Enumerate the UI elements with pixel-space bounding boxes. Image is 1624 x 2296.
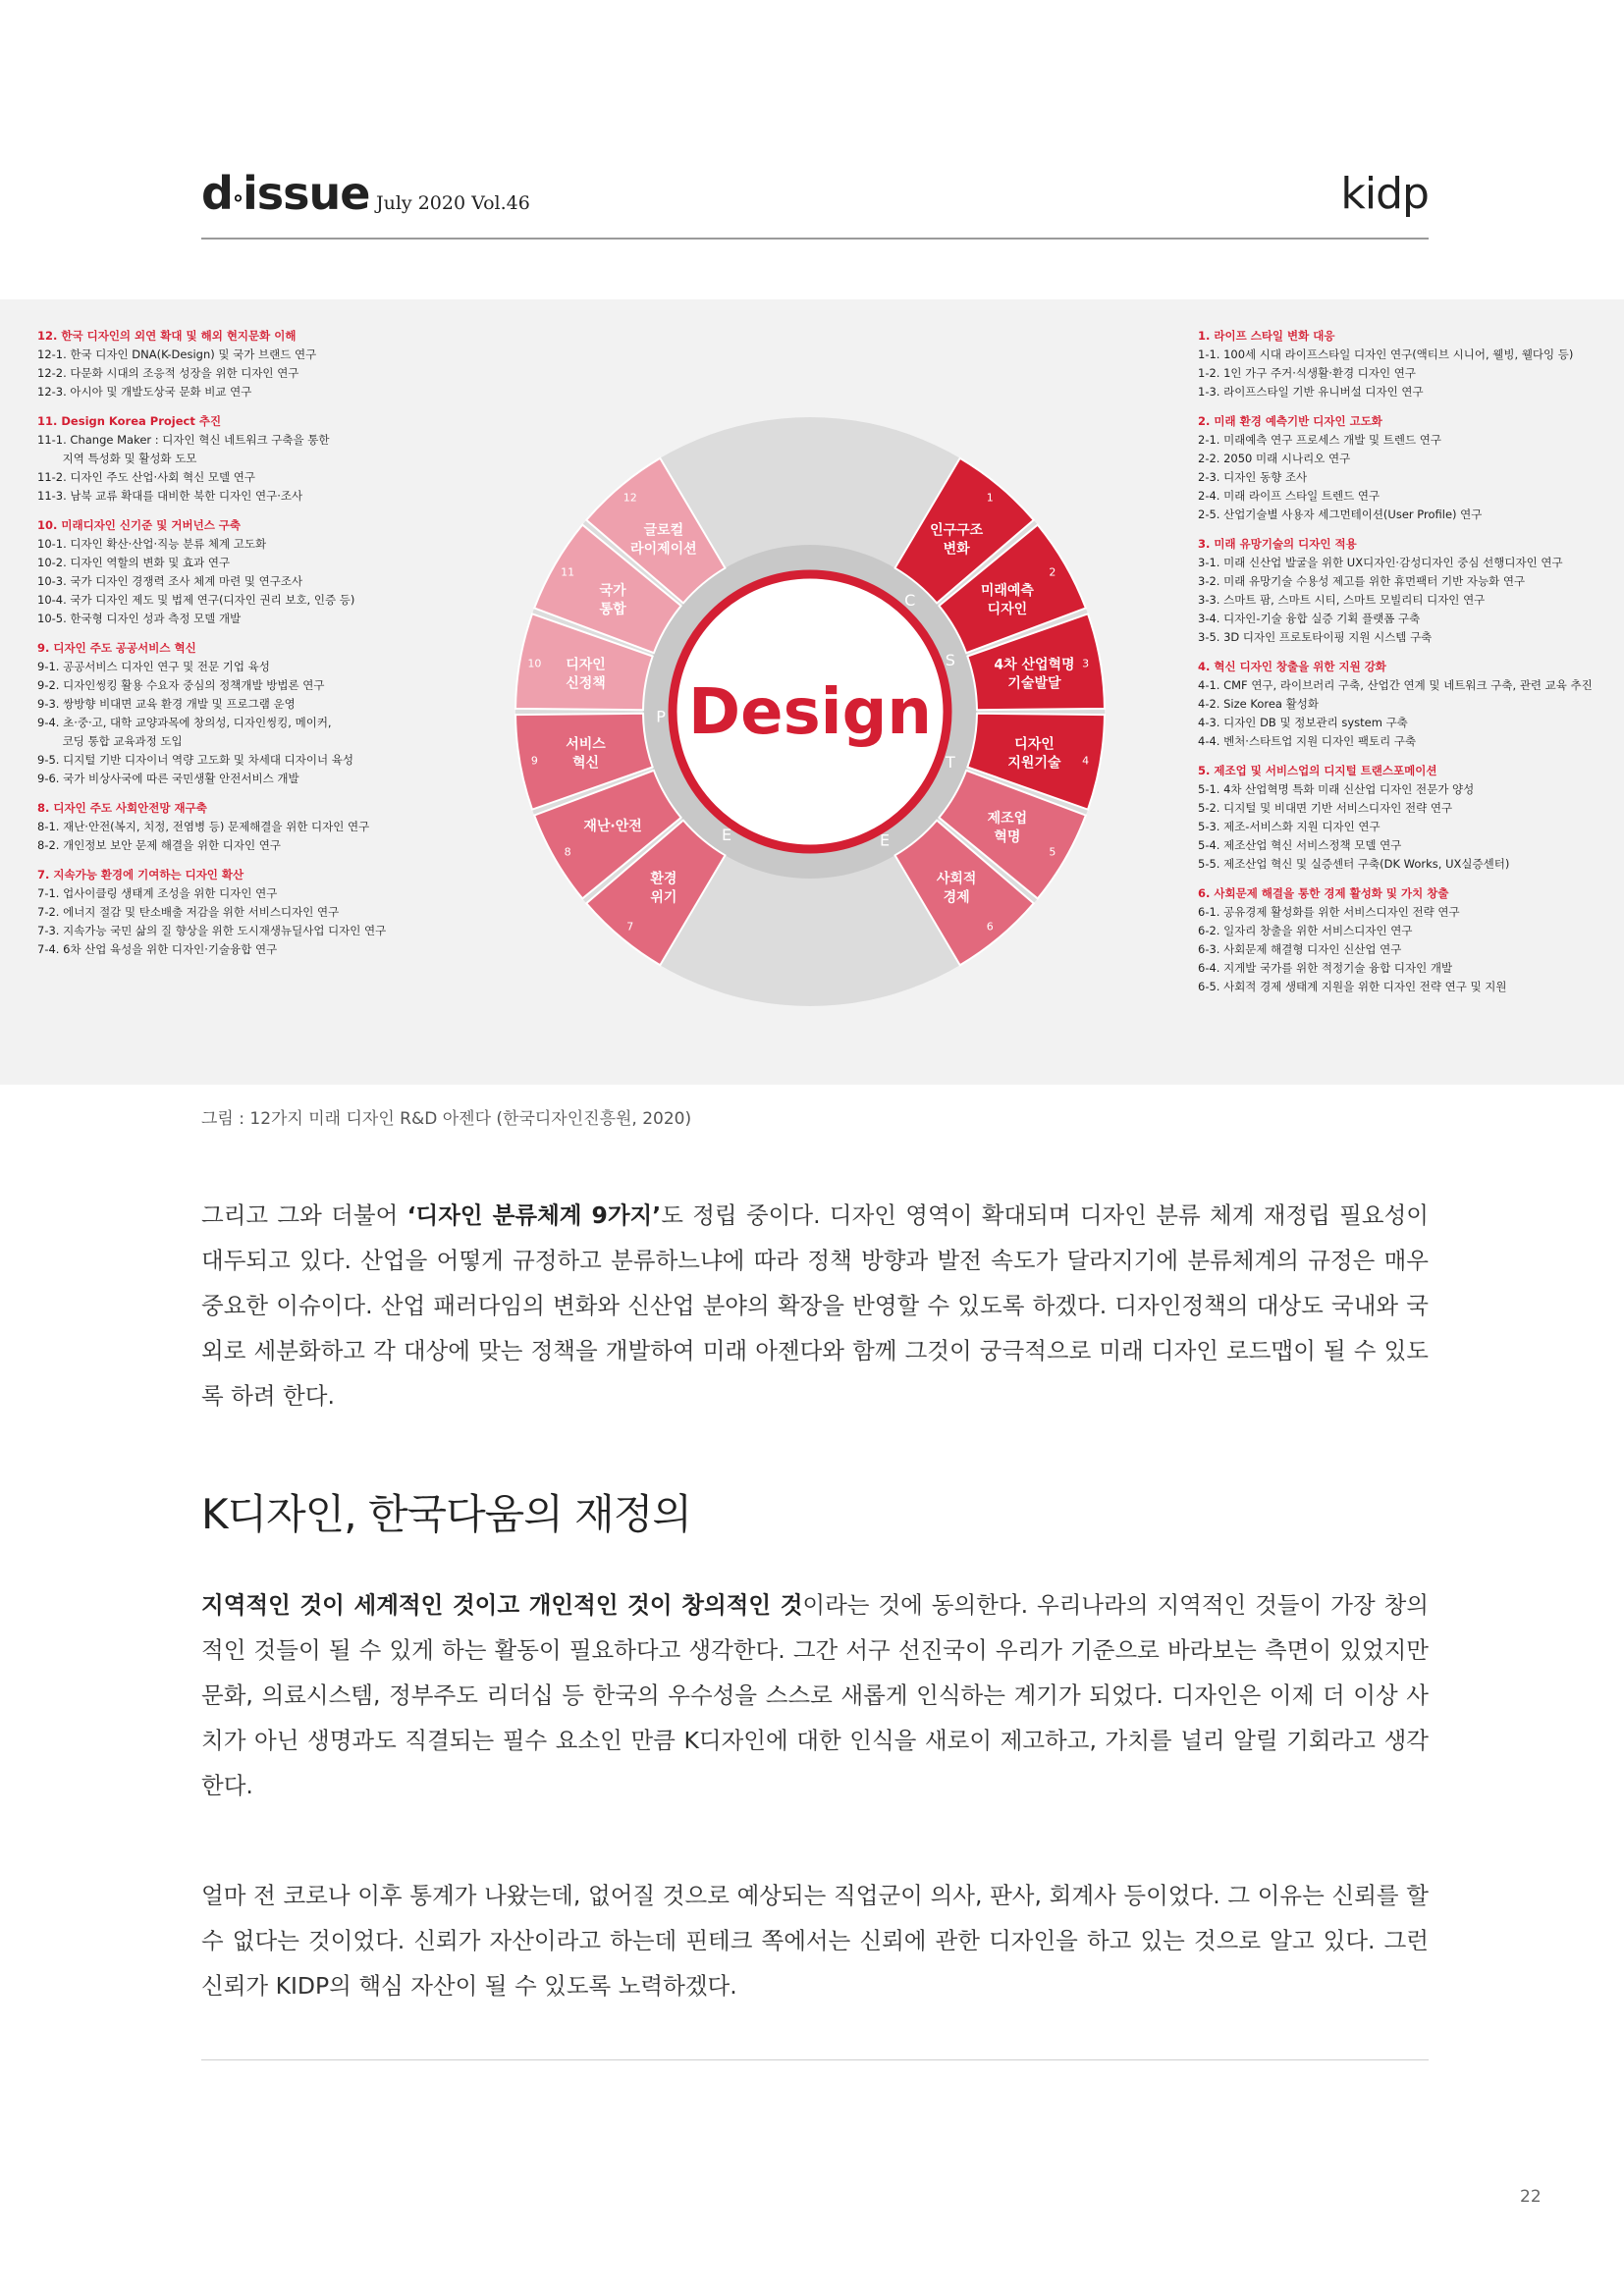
segment-number: 2 [1049, 565, 1056, 579]
p1-bold: ‘디자인 분류체계 9가지’ [406, 1201, 662, 1229]
paragraph-3: 얼마 전 코로나 이후 통계가 나왔는데, 없어질 것으로 예상되는 직업군이 의사, 판사, 회계사 등이었다. 그 이유는 신뢰를 할 수 없다는 것이었다. 신뢰가 자산이라고 하는데 핀테크 쪽에서는 신뢰에 관한 디자인을 하고 있는 것으로 알고 있다. 그런 신뢰가 KIDP의 핵심 자산이 될 수 있도록 노력하겠다. [201, 1882, 1429, 2000]
p2-text: 이라는 것에 동의한다. 우리나라의 지역적인 것들이 가장 창의적인 것들이 될 수 있게 하는 활동이 필요하다고 생각한다. 그간 서구 선진국이 우리가 기준으로 바라보는 측면이 있었지만 문화, 의료시스템, 정부주도 리더십 등 한국의 우수성을 스스로 새롭게 인식하는 계기가 되었다. 디자인은 이제 더 이상 사치가 아닌 생명과도 직결되는 필수 요소인 만큼 K디자인에 대한 인식을 새로이 제고하고, 가치를 널리 알릴 기회라고 생각한다. [201, 1591, 1429, 1799]
segment-number: 7 [626, 920, 634, 934]
agenda-group-title: 2. 미래 환경 예측기반 디자인 고도화 [1198, 414, 1382, 428]
segment-label: 미래예측 [980, 583, 1034, 599]
page-header [201, 167, 1429, 240]
agenda-item: 지역 특성화 및 활성화 도모 [37, 452, 197, 465]
page-number: 22 [1520, 2187, 1542, 2207]
segment-label: 위기 [650, 889, 677, 906]
agenda-item: 2-5. 산업기술별 사용자 세그먼테이션(User Profile) 연구 [1198, 507, 1483, 521]
segment-label: 환경 [650, 871, 677, 887]
segment-label: 디자인 [987, 602, 1028, 617]
footer-divider [201, 2059, 1429, 2060]
segment-label: 디자인 [1014, 736, 1055, 753]
agenda-item: 6-1. 공유경제 활성화를 위한 서비스디자인 전략 연구 [1198, 905, 1460, 919]
agenda-item: 6-3. 사회문제 해결형 디자인 신산업 연구 [1198, 942, 1402, 956]
agenda-item: 2-1. 미래예측 연구 프로세스 개발 및 트렌드 연구 [1198, 433, 1441, 447]
agenda-item: 11-1. Change Maker : 디자인 혁신 네트워크 구축을 통한 [37, 433, 330, 447]
segment-label: 4차 산업혁명 [994, 657, 1075, 673]
agenda-item: 3-2. 미래 유망기술 수용성 제고를 위한 휴먼팩터 기반 자능화 연구 [1198, 574, 1526, 588]
segment-label: 변화 [943, 541, 970, 558]
p1-text-a: 그리고 그와 더불어 [201, 1201, 407, 1229]
agenda-item: 12-1. 한국 디자인 DNA(K-Design) 및 국가 브랜드 연구 [37, 347, 317, 361]
segment-label: 라이제이션 [630, 541, 697, 558]
section-heading: K디자인, 한국다움의 재정의 [201, 1490, 691, 1538]
agenda-group [37, 327, 450, 401]
segment-label: 신정책 [566, 675, 606, 692]
agenda-group [1198, 327, 1610, 401]
agenda-group [1198, 658, 1610, 751]
p1-text-b: 도 정립 중이다. 디자인 영역이 확대되며 디자인 분류 체계 재정립 필요성이 대두되고 있다. 산업을 어떻게 규정하고 분류하느냐에 따라 정책 방향과 발전 속도가 달라지기에 분류체계의 규정은 매우 중요한 이슈이다. 산업 패러다임의 변화와 신산업 분야의 확장을 반영할 수 있도록 하겠다. 디자인정책의 대상도 국내와 국외로 세분화하고 각 대상에 맞는 정책을 개발하여 미래 아젠다와 함께 그것이 궁극적으로 미래 디자인 로드맵이 될 수 있도록 하려 한다. [201, 1201, 1429, 1410]
segment-label: 재난·안전 [583, 819, 642, 834]
agenda-item: 5-1. 4차 산업혁명 특화 미래 신산업 디자인 전문가 양성 [1198, 782, 1475, 796]
agenda-item: 11-3. 남북 교류 확대를 대비한 북한 디자인 연구·조사 [37, 489, 303, 503]
agenda-item: 10-2. 디자인 역할의 변화 및 효과 연구 [37, 556, 231, 569]
segment-number: 10 [527, 657, 542, 670]
agenda-group-title: 8. 디자인 주도 사회안전망 재구축 [37, 801, 207, 815]
figure-caption: 그림 : 12가지 미래 디자인 R&D 아젠다 (한국디자인진흥원, 2020) [201, 1109, 692, 1129]
agenda-item: 12-3. 아시아 및 개발도상국 문화 비교 연구 [37, 385, 252, 399]
agenda-item: 8-1. 재난·안전(복지, 치정, 전염병 등) 문제해결을 위한 디자인 연구 [37, 820, 370, 833]
agenda-item: 7-1. 업사이클링 생태계 조성을 위한 디자인 연구 [37, 886, 278, 900]
agenda-group [37, 516, 450, 628]
agenda-item: 3-3. 스마트 팜, 스마트 시티, 스마트 모빌리티 디자인 연구 [1198, 593, 1486, 607]
segment-number: 9 [530, 754, 538, 768]
agenda-item: 2-3. 디자인 동향 조사 [1198, 470, 1308, 484]
segment-label: 글로컬 [643, 522, 684, 539]
left-agenda-list [37, 327, 450, 970]
agenda-item: 1-2. 1인 가구 주거·식생활·환경 디자인 연구 [1198, 366, 1416, 380]
ring-letter: E [721, 826, 732, 845]
design-wheel-diagram [427, 378, 1193, 1045]
agenda-item: 4-3. 디자인 DB 및 정보관리 system 구축 [1198, 716, 1408, 729]
agenda-item: 2-4. 미래 라이프 스타일 트렌드 연구 [1198, 489, 1380, 503]
agenda-item: 3-4. 디자인-기술 융합 실증 기획 플랫폼 구축 [1198, 612, 1421, 625]
agenda-figure [0, 299, 1624, 1085]
brand-wordmark [201, 167, 369, 220]
agenda-item: 9-2. 디자인씽킹 활용 수요자 중심의 정책개발 방법론 연구 [37, 678, 325, 692]
paragraph-2 [201, 1582, 1429, 1808]
agenda-item: 10-5. 한국형 디자인 성과 측정 모델 개발 [37, 612, 242, 625]
segment-label: 사회적 [936, 871, 977, 887]
segment-number: 11 [561, 565, 575, 579]
agenda-item: 9-6. 국가 비상사국에 따른 국민생활 안전서비스 개발 [37, 772, 299, 785]
agenda-item: 4-2. Size Korea 활성화 [1198, 697, 1319, 711]
agenda-item: 6-2. 일자리 창출을 위한 서비스디자인 연구 [1198, 924, 1413, 937]
agenda-item: 5-4. 제조산업 혁신 서비스정책 모델 연구 [1198, 838, 1402, 852]
segment-label: 통합 [599, 602, 626, 617]
agenda-item: 11-2. 디자인 주도 산업·사회 혁신 모델 연구 [37, 470, 255, 484]
segment-number: 1 [986, 491, 994, 505]
agenda-group [1198, 762, 1610, 874]
agenda-item: 10-3. 국가 디자인 경쟁력 조사 체계 마련 및 연구조사 [37, 574, 303, 588]
brand-dot: ° [232, 192, 243, 217]
agenda-group-title: 5. 제조업 및 서비스업의 디지털 트랜스포메이션 [1198, 764, 1437, 777]
agenda-group [37, 866, 450, 959]
agenda-group-title: 6. 사회문제 해결을 통한 경제 활성화 및 가치 창출 [1198, 886, 1449, 900]
agenda-group-title: 10. 미래디자인 신기준 및 거버넌스 구축 [37, 518, 242, 532]
agenda-group-title: 7. 지속가능 환경에 기여하는 디자인 확산 [37, 868, 244, 881]
agenda-item: 10-4. 국가 디자인 제도 및 법제 연구(디자인 권리 보호, 인증 등) [37, 593, 355, 607]
segment-label: 혁신 [571, 755, 600, 772]
segment-number: 8 [564, 845, 571, 859]
segment-number: 6 [986, 920, 994, 934]
agenda-item: 4-4. 벤처·스타트업 지원 디자인 팩토리 구축 [1198, 734, 1417, 748]
agenda-item: 5-3. 제조-서비스화 지원 디자인 연구 [1198, 820, 1380, 833]
agenda-item: 9-1. 공공서비스 디자인 연구 및 전문 기업 육성 [37, 660, 270, 673]
brand-issue: issue [242, 167, 370, 220]
paragraph-1 [201, 1193, 1429, 1418]
segment-number: 4 [1082, 754, 1090, 768]
agenda-group [37, 412, 450, 506]
agenda-item: 6-5. 사회적 경제 생태계 지원을 위한 디자인 전략 연구 및 지원 [1198, 980, 1507, 993]
agenda-item: 6-4. 지게발 국가를 위한 적정기술 융합 디자인 개발 [1198, 961, 1453, 975]
segment-number: 5 [1049, 845, 1056, 859]
segment-label: 혁명 [994, 829, 1021, 845]
agenda-item: 1-1. 100세 시대 라이프스타일 디자인 연구(액티브 시니어, 웰빙, 웰다잉 등) [1198, 347, 1574, 361]
center-design-word: Design [688, 676, 932, 749]
segment-label: 국가 [599, 583, 626, 599]
ring-letter: C [904, 591, 916, 611]
agenda-item: 9-4. 초·중·고, 대학 교양과목에 창의성, 디자인씽킹, 메이커, [37, 716, 332, 729]
agenda-group-title: 11. Design Korea Project 추진 [37, 414, 222, 428]
segment-number: 12 [623, 491, 637, 505]
brand-d: d [201, 167, 233, 220]
ring-letter: S [945, 651, 955, 670]
agenda-item: 12-2. 다문화 시대의 조응적 성장을 위한 디자인 연구 [37, 366, 299, 380]
agenda-group [1198, 884, 1610, 996]
agenda-item: 2-2. 2050 미래 시나리오 연구 [1198, 452, 1351, 465]
agenda-item: 10-1. 디자인 확산·산업·직능 분류 체계 고도화 [37, 537, 267, 551]
segment-label: 디자인 [566, 657, 606, 673]
agenda-item: 7-2. 에너지 절감 및 탄소배출 저감을 위한 서비스디자인 연구 [37, 905, 340, 919]
agenda-item: 5-5. 제조산업 혁신 및 실증센터 구축(DK Works, UX실증센터) [1198, 857, 1510, 871]
ring-letter: E [879, 830, 891, 850]
segment-label: 인구구조 [930, 522, 984, 539]
agenda-group-title: 3. 미래 유망기술의 디자인 적용 [1198, 537, 1357, 551]
agenda-item: 7-3. 지속가능 국민 삶의 질 향상을 위한 도시재생뉴딜사업 디자인 연구 [37, 924, 387, 937]
agenda-item: 3-1. 미래 신산업 발굴을 위한 UX디자인·감성디자인 중심 선행디자인 연구 [1198, 556, 1563, 569]
agenda-item: 8-2. 개인정보 보안 문제 해결을 위한 디자인 연구 [37, 838, 281, 852]
agenda-item: 1-3. 라이프스타일 기반 유니버설 디자인 연구 [1198, 385, 1424, 399]
p2-bold: 지역적인 것이 세계적인 것이고 개인적인 것이 창의적인 것 [201, 1591, 803, 1619]
agenda-item: 7-4. 6차 산업 육성을 위한 디자인·기술융합 연구 [37, 942, 278, 956]
agenda-item: 3-5. 3D 디자인 프로토타이핑 지원 시스템 구축 [1198, 630, 1433, 644]
agenda-group [37, 639, 450, 788]
issue-date: July 2020 Vol.46 [376, 192, 530, 214]
agenda-group-title: 1. 라이프 스타일 변화 대응 [1198, 329, 1335, 343]
agenda-group [1198, 535, 1610, 647]
agenda-item: 코딩 통합 교육과정 도입 [37, 734, 183, 748]
agenda-group-title: 9. 디자인 주도 공공서비스 혁신 [37, 641, 196, 655]
segment-label: 지원기술 [1007, 755, 1061, 772]
ring-letter: P [656, 707, 666, 726]
segment-label: 기술발달 [1007, 675, 1061, 692]
kidp-logo: kidp [1340, 169, 1429, 219]
agenda-group [37, 799, 450, 855]
agenda-item: 9-3. 쌍방향 비대면 교육 환경 개발 및 프로그램 운영 [37, 697, 296, 711]
segment-label: 경제 [943, 889, 970, 906]
segment-number: 3 [1082, 657, 1090, 670]
agenda-item: 4-1. CMF 연구, 라이브러리 구축, 산업간 연계 및 네트워크 구축, 관련 교육 추진 [1198, 678, 1593, 692]
agenda-group-title: 4. 혁신 디자인 창출을 위한 지원 강화 [1198, 660, 1386, 673]
agenda-item: 5-2. 디지털 및 비대면 기반 서비스디자인 전략 연구 [1198, 801, 1453, 815]
agenda-group-title: 12. 한국 디자인의 외연 확대 및 해외 현지문화 이해 [37, 329, 297, 343]
right-agenda-list [1198, 327, 1610, 1007]
segment-label: 제조업 [987, 811, 1028, 827]
agenda-group [1198, 412, 1610, 524]
segment-label: 서비스 [566, 736, 606, 753]
agenda-item: 9-5. 디지털 기반 디자이너 역량 고도화 및 차세대 디자이너 육성 [37, 753, 353, 767]
ring-letter: T [945, 752, 955, 772]
